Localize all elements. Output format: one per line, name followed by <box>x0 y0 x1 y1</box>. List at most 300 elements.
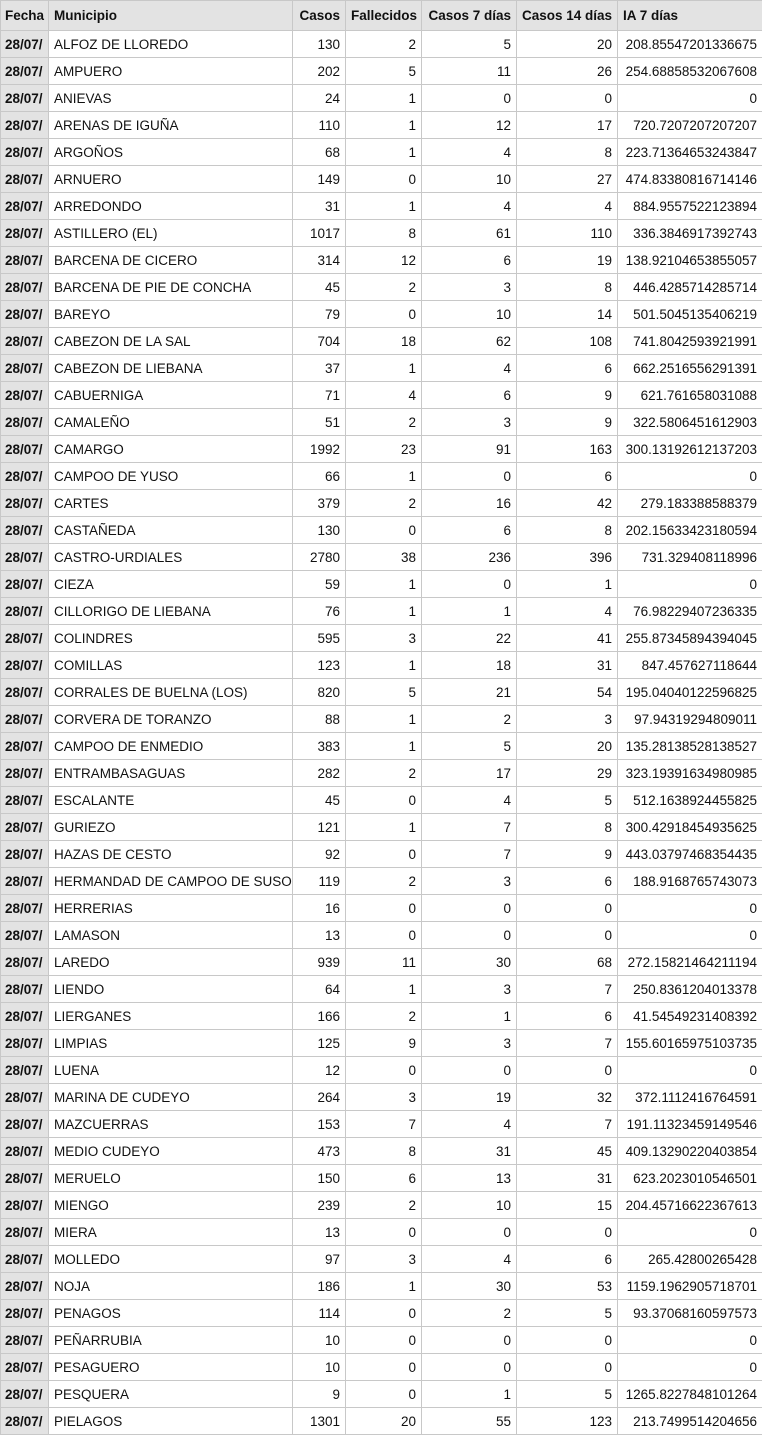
casos-cell[interactable]: 31 <box>293 193 346 220</box>
municipio-cell[interactable]: LAMASON <box>49 922 293 949</box>
fallecidos-cell[interactable]: 1 <box>346 1273 422 1300</box>
ia-7-dias-cell[interactable]: 0 <box>618 1327 762 1354</box>
casos-cell[interactable]: 51 <box>293 409 346 436</box>
casos-7-dias-cell[interactable]: 236 <box>422 544 517 571</box>
municipio-cell[interactable]: MAZCUERRAS <box>49 1111 293 1138</box>
casos-7-dias-cell[interactable]: 21 <box>422 679 517 706</box>
fallecidos-cell[interactable]: 7 <box>346 1111 422 1138</box>
casos-cell[interactable]: 66 <box>293 463 346 490</box>
fecha-cell[interactable]: 28/07/ <box>1 1030 49 1057</box>
casos-cell[interactable]: 97 <box>293 1246 346 1273</box>
ia-7-dias-cell[interactable]: 1159.1962905718701 <box>618 1273 762 1300</box>
casos-cell[interactable]: 10 <box>293 1354 346 1381</box>
casos-7-dias-cell[interactable]: 0 <box>422 1327 517 1354</box>
casos-cell[interactable]: 704 <box>293 328 346 355</box>
ia-7-dias-cell[interactable]: 0 <box>618 85 762 112</box>
fecha-cell[interactable]: 28/07/ <box>1 328 49 355</box>
casos-cell[interactable]: 130 <box>293 31 346 58</box>
municipio-cell[interactable]: ARREDONDO <box>49 193 293 220</box>
ia-7-dias-cell[interactable]: 202.15633423180594 <box>618 517 762 544</box>
fallecidos-cell[interactable]: 0 <box>346 1057 422 1084</box>
fallecidos-cell[interactable]: 0 <box>346 166 422 193</box>
casos-7-dias-cell[interactable]: 5 <box>422 733 517 760</box>
fecha-cell[interactable]: 28/07/ <box>1 274 49 301</box>
municipio-cell[interactable]: ESCALANTE <box>49 787 293 814</box>
ia-7-dias-cell[interactable]: 188.9168765743073 <box>618 868 762 895</box>
fecha-cell[interactable]: 28/07/ <box>1 517 49 544</box>
casos-7-dias-cell[interactable]: 91 <box>422 436 517 463</box>
municipio-cell[interactable]: CAMARGO <box>49 436 293 463</box>
fallecidos-cell[interactable]: 2 <box>346 760 422 787</box>
fecha-cell[interactable]: 28/07/ <box>1 1246 49 1273</box>
ia-7-dias-cell[interactable]: 336.3846917392743 <box>618 220 762 247</box>
casos-7-dias-cell[interactable]: 10 <box>422 301 517 328</box>
casos-7-dias-cell[interactable]: 0 <box>422 463 517 490</box>
casos-cell[interactable]: 12 <box>293 1057 346 1084</box>
ia-7-dias-cell[interactable]: 272.15821464211194 <box>618 949 762 976</box>
ia-7-dias-cell[interactable]: 372.1112416764591 <box>618 1084 762 1111</box>
fallecidos-cell[interactable]: 0 <box>346 1381 422 1408</box>
casos-cell[interactable]: 239 <box>293 1192 346 1219</box>
casos-cell[interactable]: 24 <box>293 85 346 112</box>
municipio-cell[interactable]: CARTES <box>49 490 293 517</box>
casos-cell[interactable]: 88 <box>293 706 346 733</box>
ia-7-dias-cell[interactable]: 223.71364653243847 <box>618 139 762 166</box>
casos-cell[interactable]: 125 <box>293 1030 346 1057</box>
casos-cell[interactable]: 130 <box>293 517 346 544</box>
fallecidos-cell[interactable]: 1 <box>346 733 422 760</box>
municipio-cell[interactable]: AMPUERO <box>49 58 293 85</box>
casos-cell[interactable]: 166 <box>293 1003 346 1030</box>
casos-14-dias-cell[interactable]: 5 <box>517 787 618 814</box>
casos-cell[interactable]: 59 <box>293 571 346 598</box>
casos-7-dias-cell[interactable]: 3 <box>422 274 517 301</box>
casos-7-dias-cell[interactable]: 11 <box>422 58 517 85</box>
fallecidos-cell[interactable]: 0 <box>346 1300 422 1327</box>
ia-7-dias-cell[interactable]: 443.03797468354435 <box>618 841 762 868</box>
casos-7-dias-cell[interactable]: 4 <box>422 193 517 220</box>
casos-cell[interactable]: 820 <box>293 679 346 706</box>
municipio-cell[interactable]: CILLORIGO DE LIEBANA <box>49 598 293 625</box>
casos-cell[interactable]: 314 <box>293 247 346 274</box>
fallecidos-cell[interactable]: 2 <box>346 409 422 436</box>
municipio-cell[interactable]: MOLLEDO <box>49 1246 293 1273</box>
casos-7-dias-cell[interactable]: 62 <box>422 328 517 355</box>
casos-cell[interactable]: 76 <box>293 598 346 625</box>
casos-cell[interactable]: 150 <box>293 1165 346 1192</box>
casos-7-dias-cell[interactable]: 2 <box>422 706 517 733</box>
fecha-cell[interactable]: 28/07/ <box>1 247 49 274</box>
ia-7-dias-cell[interactable]: 409.13290220403854 <box>618 1138 762 1165</box>
casos-7-dias-cell[interactable]: 4 <box>422 139 517 166</box>
fecha-cell[interactable]: 28/07/ <box>1 1219 49 1246</box>
casos-cell[interactable]: 2780 <box>293 544 346 571</box>
ia-7-dias-cell[interactable]: 512.1638924455825 <box>618 787 762 814</box>
casos-cell[interactable]: 202 <box>293 58 346 85</box>
municipio-cell[interactable]: HERMANDAD DE CAMPOO DE SUSO <box>49 868 293 895</box>
casos-cell[interactable]: 1301 <box>293 1408 346 1435</box>
casos-7-dias-cell[interactable]: 7 <box>422 814 517 841</box>
fallecidos-cell[interactable]: 3 <box>346 1084 422 1111</box>
casos-14-dias-cell[interactable]: 27 <box>517 166 618 193</box>
casos-14-dias-cell[interactable]: 6 <box>517 868 618 895</box>
municipio-cell[interactable]: ENTRAMBASAGUAS <box>49 760 293 787</box>
fecha-cell[interactable]: 28/07/ <box>1 85 49 112</box>
casos-14-dias-cell[interactable]: 45 <box>517 1138 618 1165</box>
fallecidos-cell[interactable]: 1 <box>346 652 422 679</box>
fallecidos-cell[interactable]: 2 <box>346 1192 422 1219</box>
ia-7-dias-cell[interactable]: 662.2516556291391 <box>618 355 762 382</box>
casos-cell[interactable]: 264 <box>293 1084 346 1111</box>
municipio-cell[interactable]: PESQUERA <box>49 1381 293 1408</box>
casos-7-dias-cell[interactable]: 17 <box>422 760 517 787</box>
fecha-cell[interactable]: 28/07/ <box>1 139 49 166</box>
ia-7-dias-cell[interactable]: 97.94319294809011 <box>618 706 762 733</box>
casos-7-dias-cell[interactable]: 4 <box>422 355 517 382</box>
fecha-cell[interactable]: 28/07/ <box>1 436 49 463</box>
municipio-cell[interactable]: ARNUERO <box>49 166 293 193</box>
fallecidos-cell[interactable]: 1 <box>346 598 422 625</box>
fallecidos-cell[interactable]: 2 <box>346 31 422 58</box>
header-casos[interactable]: Casos <box>293 1 346 31</box>
casos-7-dias-cell[interactable]: 1 <box>422 1381 517 1408</box>
casos-cell[interactable]: 37 <box>293 355 346 382</box>
casos-cell[interactable]: 13 <box>293 1219 346 1246</box>
ia-7-dias-cell[interactable]: 474.83380816714146 <box>618 166 762 193</box>
casos-14-dias-cell[interactable]: 68 <box>517 949 618 976</box>
ia-7-dias-cell[interactable]: 501.5045135406219 <box>618 301 762 328</box>
fecha-cell[interactable]: 28/07/ <box>1 1300 49 1327</box>
casos-14-dias-cell[interactable]: 0 <box>517 1219 618 1246</box>
municipio-cell[interactable]: CAMALEÑO <box>49 409 293 436</box>
casos-14-dias-cell[interactable]: 5 <box>517 1300 618 1327</box>
casos-14-dias-cell[interactable]: 17 <box>517 112 618 139</box>
ia-7-dias-cell[interactable]: 0 <box>618 1057 762 1084</box>
fecha-cell[interactable]: 28/07/ <box>1 1408 49 1435</box>
casos-7-dias-cell[interactable]: 12 <box>422 112 517 139</box>
casos-7-dias-cell[interactable]: 4 <box>422 1246 517 1273</box>
fecha-cell[interactable]: 28/07/ <box>1 1327 49 1354</box>
casos-7-dias-cell[interactable]: 30 <box>422 949 517 976</box>
ia-7-dias-cell[interactable]: 138.92104653855057 <box>618 247 762 274</box>
casos-7-dias-cell[interactable]: 3 <box>422 976 517 1003</box>
header-fallecidos[interactable]: Fallecidos <box>346 1 422 31</box>
casos-7-dias-cell[interactable]: 7 <box>422 841 517 868</box>
casos-14-dias-cell[interactable]: 6 <box>517 463 618 490</box>
fecha-cell[interactable]: 28/07/ <box>1 598 49 625</box>
ia-7-dias-cell[interactable]: 300.42918454935625 <box>618 814 762 841</box>
casos-7-dias-cell[interactable]: 30 <box>422 1273 517 1300</box>
casos-cell[interactable]: 473 <box>293 1138 346 1165</box>
fecha-cell[interactable]: 28/07/ <box>1 1192 49 1219</box>
fallecidos-cell[interactable]: 0 <box>346 895 422 922</box>
fecha-cell[interactable]: 28/07/ <box>1 895 49 922</box>
casos-14-dias-cell[interactable]: 54 <box>517 679 618 706</box>
ia-7-dias-cell[interactable]: 279.183388588379 <box>618 490 762 517</box>
fecha-cell[interactable]: 28/07/ <box>1 571 49 598</box>
municipio-cell[interactable]: CORVERA DE TORANZO <box>49 706 293 733</box>
fallecidos-cell[interactable]: 1 <box>346 112 422 139</box>
municipio-cell[interactable]: ARENAS DE IGUÑA <box>49 112 293 139</box>
casos-7-dias-cell[interactable]: 0 <box>422 1057 517 1084</box>
municipio-cell[interactable]: PEÑARRUBIA <box>49 1327 293 1354</box>
municipio-cell[interactable]: CORRALES DE BUELNA (LOS) <box>49 679 293 706</box>
fecha-cell[interactable]: 28/07/ <box>1 1381 49 1408</box>
fecha-cell[interactable]: 28/07/ <box>1 220 49 247</box>
ia-7-dias-cell[interactable]: 195.04040122596825 <box>618 679 762 706</box>
fecha-cell[interactable]: 28/07/ <box>1 31 49 58</box>
municipio-cell[interactable]: PIELAGOS <box>49 1408 293 1435</box>
ia-7-dias-cell[interactable]: 731.329408118996 <box>618 544 762 571</box>
fecha-cell[interactable]: 28/07/ <box>1 976 49 1003</box>
casos-7-dias-cell[interactable]: 6 <box>422 247 517 274</box>
fallecidos-cell[interactable]: 4 <box>346 382 422 409</box>
casos-14-dias-cell[interactable]: 123 <box>517 1408 618 1435</box>
casos-14-dias-cell[interactable]: 4 <box>517 193 618 220</box>
fallecidos-cell[interactable]: 5 <box>346 679 422 706</box>
fallecidos-cell[interactable]: 3 <box>346 1246 422 1273</box>
fecha-cell[interactable]: 28/07/ <box>1 1111 49 1138</box>
fallecidos-cell[interactable]: 2 <box>346 1003 422 1030</box>
casos-7-dias-cell[interactable]: 0 <box>422 922 517 949</box>
fallecidos-cell[interactable]: 20 <box>346 1408 422 1435</box>
fecha-cell[interactable]: 28/07/ <box>1 706 49 733</box>
casos-14-dias-cell[interactable]: 6 <box>517 1003 618 1030</box>
casos-14-dias-cell[interactable]: 1 <box>517 571 618 598</box>
municipio-cell[interactable]: CABUERNIGA <box>49 382 293 409</box>
municipio-cell[interactable]: MIENGO <box>49 1192 293 1219</box>
casos-cell[interactable]: 149 <box>293 166 346 193</box>
header-casos-14-dias[interactable]: Casos 14 días <box>517 1 618 31</box>
municipio-cell[interactable]: CAMPOO DE ENMEDIO <box>49 733 293 760</box>
casos-14-dias-cell[interactable]: 9 <box>517 409 618 436</box>
fallecidos-cell[interactable]: 6 <box>346 1165 422 1192</box>
casos-14-dias-cell[interactable]: 6 <box>517 355 618 382</box>
fallecidos-cell[interactable]: 0 <box>346 301 422 328</box>
casos-14-dias-cell[interactable]: 7 <box>517 1111 618 1138</box>
municipio-cell[interactable]: MERUELO <box>49 1165 293 1192</box>
ia-7-dias-cell[interactable]: 0 <box>618 1354 762 1381</box>
casos-cell[interactable]: 379 <box>293 490 346 517</box>
ia-7-dias-cell[interactable]: 41.54549231408392 <box>618 1003 762 1030</box>
fallecidos-cell[interactable]: 2 <box>346 490 422 517</box>
casos-14-dias-cell[interactable]: 31 <box>517 652 618 679</box>
casos-14-dias-cell[interactable]: 26 <box>517 58 618 85</box>
municipio-cell[interactable]: MEDIO CUDEYO <box>49 1138 293 1165</box>
casos-14-dias-cell[interactable]: 396 <box>517 544 618 571</box>
fallecidos-cell[interactable]: 0 <box>346 1354 422 1381</box>
fallecidos-cell[interactable]: 38 <box>346 544 422 571</box>
casos-7-dias-cell[interactable]: 61 <box>422 220 517 247</box>
fallecidos-cell[interactable]: 1 <box>346 706 422 733</box>
casos-cell[interactable]: 79 <box>293 301 346 328</box>
municipio-cell[interactable]: CAMPOO DE YUSO <box>49 463 293 490</box>
casos-7-dias-cell[interactable]: 2 <box>422 1300 517 1327</box>
casos-7-dias-cell[interactable]: 0 <box>422 85 517 112</box>
ia-7-dias-cell[interactable]: 204.45716622367613 <box>618 1192 762 1219</box>
casos-7-dias-cell[interactable]: 6 <box>422 517 517 544</box>
municipio-cell[interactable]: CABEZON DE LIEBANA <box>49 355 293 382</box>
fallecidos-cell[interactable]: 0 <box>346 922 422 949</box>
casos-14-dias-cell[interactable]: 3 <box>517 706 618 733</box>
municipio-cell[interactable]: NOJA <box>49 1273 293 1300</box>
casos-14-dias-cell[interactable]: 0 <box>517 1354 618 1381</box>
municipio-cell[interactable]: CABEZON DE LA SAL <box>49 328 293 355</box>
header-fecha[interactable]: Fecha <box>1 1 49 31</box>
ia-7-dias-cell[interactable]: 255.87345894394045 <box>618 625 762 652</box>
casos-cell[interactable]: 45 <box>293 274 346 301</box>
ia-7-dias-cell[interactable]: 0 <box>618 1219 762 1246</box>
casos-cell[interactable]: 16 <box>293 895 346 922</box>
casos-14-dias-cell[interactable]: 20 <box>517 733 618 760</box>
fecha-cell[interactable]: 28/07/ <box>1 814 49 841</box>
fallecidos-cell[interactable]: 1 <box>346 85 422 112</box>
casos-7-dias-cell[interactable]: 3 <box>422 1030 517 1057</box>
ia-7-dias-cell[interactable]: 741.8042593921991 <box>618 328 762 355</box>
ia-7-dias-cell[interactable]: 191.11323459149546 <box>618 1111 762 1138</box>
municipio-cell[interactable]: CASTRO-URDIALES <box>49 544 293 571</box>
casos-14-dias-cell[interactable]: 0 <box>517 1327 618 1354</box>
municipio-cell[interactable]: GURIEZO <box>49 814 293 841</box>
fallecidos-cell[interactable]: 1 <box>346 139 422 166</box>
ia-7-dias-cell[interactable]: 208.85547201336675 <box>618 31 762 58</box>
ia-7-dias-cell[interactable]: 254.68858532067608 <box>618 58 762 85</box>
municipio-cell[interactable]: ALFOZ DE LLOREDO <box>49 31 293 58</box>
casos-cell[interactable]: 13 <box>293 922 346 949</box>
fallecidos-cell[interactable]: 2 <box>346 868 422 895</box>
casos-14-dias-cell[interactable]: 108 <box>517 328 618 355</box>
municipio-cell[interactable]: MARINA DE CUDEYO <box>49 1084 293 1111</box>
ia-7-dias-cell[interactable]: 1265.8227848101264 <box>618 1381 762 1408</box>
fecha-cell[interactable]: 28/07/ <box>1 922 49 949</box>
fecha-cell[interactable]: 28/07/ <box>1 1084 49 1111</box>
casos-7-dias-cell[interactable]: 13 <box>422 1165 517 1192</box>
casos-7-dias-cell[interactable]: 1 <box>422 598 517 625</box>
casos-cell[interactable]: 10 <box>293 1327 346 1354</box>
fecha-cell[interactable]: 28/07/ <box>1 1273 49 1300</box>
fecha-cell[interactable]: 28/07/ <box>1 1354 49 1381</box>
municipio-cell[interactable]: ANIEVAS <box>49 85 293 112</box>
ia-7-dias-cell[interactable]: 213.7499514204656 <box>618 1408 762 1435</box>
casos-14-dias-cell[interactable]: 9 <box>517 382 618 409</box>
fallecidos-cell[interactable]: 1 <box>346 814 422 841</box>
casos-cell[interactable]: 1992 <box>293 436 346 463</box>
municipio-cell[interactable]: HAZAS DE CESTO <box>49 841 293 868</box>
ia-7-dias-cell[interactable]: 135.28138528138527 <box>618 733 762 760</box>
fallecidos-cell[interactable]: 11 <box>346 949 422 976</box>
fecha-cell[interactable]: 28/07/ <box>1 1057 49 1084</box>
ia-7-dias-cell[interactable]: 265.42800265428 <box>618 1246 762 1273</box>
casos-cell[interactable]: 595 <box>293 625 346 652</box>
fecha-cell[interactable]: 28/07/ <box>1 652 49 679</box>
casos-7-dias-cell[interactable]: 10 <box>422 1192 517 1219</box>
fecha-cell[interactable]: 28/07/ <box>1 679 49 706</box>
municipio-cell[interactable]: LAREDO <box>49 949 293 976</box>
municipio-cell[interactable]: BARCENA DE CICERO <box>49 247 293 274</box>
casos-14-dias-cell[interactable]: 31 <box>517 1165 618 1192</box>
municipio-cell[interactable]: HERRERIAS <box>49 895 293 922</box>
municipio-cell[interactable]: CIEZA <box>49 571 293 598</box>
fallecidos-cell[interactable]: 0 <box>346 517 422 544</box>
fecha-cell[interactable]: 28/07/ <box>1 463 49 490</box>
casos-14-dias-cell[interactable]: 6 <box>517 1246 618 1273</box>
fecha-cell[interactable]: 28/07/ <box>1 787 49 814</box>
fecha-cell[interactable]: 28/07/ <box>1 166 49 193</box>
fallecidos-cell[interactable]: 23 <box>346 436 422 463</box>
fallecidos-cell[interactable]: 1 <box>346 976 422 1003</box>
fecha-cell[interactable]: 28/07/ <box>1 625 49 652</box>
casos-14-dias-cell[interactable]: 8 <box>517 814 618 841</box>
header-ia-7-dias[interactable]: IA 7 días <box>618 1 762 31</box>
casos-7-dias-cell[interactable]: 16 <box>422 490 517 517</box>
header-municipio[interactable]: Municipio <box>49 1 293 31</box>
municipio-cell[interactable]: PENAGOS <box>49 1300 293 1327</box>
fecha-cell[interactable]: 28/07/ <box>1 1165 49 1192</box>
ia-7-dias-cell[interactable]: 93.37068160597573 <box>618 1300 762 1327</box>
casos-14-dias-cell[interactable]: 110 <box>517 220 618 247</box>
casos-7-dias-cell[interactable]: 3 <box>422 409 517 436</box>
municipio-cell[interactable]: LUENA <box>49 1057 293 1084</box>
casos-14-dias-cell[interactable]: 8 <box>517 274 618 301</box>
casos-14-dias-cell[interactable]: 32 <box>517 1084 618 1111</box>
casos-14-dias-cell[interactable]: 53 <box>517 1273 618 1300</box>
casos-cell[interactable]: 123 <box>293 652 346 679</box>
fallecidos-cell[interactable]: 1 <box>346 193 422 220</box>
municipio-cell[interactable]: COLINDRES <box>49 625 293 652</box>
casos-14-dias-cell[interactable]: 8 <box>517 517 618 544</box>
municipio-cell[interactable]: BAREYO <box>49 301 293 328</box>
casos-7-dias-cell[interactable]: 0 <box>422 571 517 598</box>
fallecidos-cell[interactable]: 0 <box>346 1327 422 1354</box>
fallecidos-cell[interactable]: 1 <box>346 463 422 490</box>
fecha-cell[interactable]: 28/07/ <box>1 760 49 787</box>
casos-cell[interactable]: 1017 <box>293 220 346 247</box>
casos-cell[interactable]: 121 <box>293 814 346 841</box>
casos-cell[interactable]: 939 <box>293 949 346 976</box>
fallecidos-cell[interactable]: 0 <box>346 1219 422 1246</box>
casos-cell[interactable]: 9 <box>293 1381 346 1408</box>
fecha-cell[interactable]: 28/07/ <box>1 841 49 868</box>
ia-7-dias-cell[interactable]: 0 <box>618 895 762 922</box>
municipio-cell[interactable]: BARCENA DE PIE DE CONCHA <box>49 274 293 301</box>
fecha-cell[interactable]: 28/07/ <box>1 1003 49 1030</box>
municipio-cell[interactable]: PESAGUERO <box>49 1354 293 1381</box>
casos-7-dias-cell[interactable]: 18 <box>422 652 517 679</box>
fecha-cell[interactable]: 28/07/ <box>1 409 49 436</box>
casos-14-dias-cell[interactable]: 0 <box>517 1057 618 1084</box>
fallecidos-cell[interactable]: 0 <box>346 841 422 868</box>
fallecidos-cell[interactable]: 1 <box>346 355 422 382</box>
fecha-cell[interactable]: 28/07/ <box>1 544 49 571</box>
fallecidos-cell[interactable]: 9 <box>346 1030 422 1057</box>
ia-7-dias-cell[interactable]: 0 <box>618 463 762 490</box>
fecha-cell[interactable]: 28/07/ <box>1 382 49 409</box>
casos-14-dias-cell[interactable]: 163 <box>517 436 618 463</box>
fecha-cell[interactable]: 28/07/ <box>1 58 49 85</box>
casos-14-dias-cell[interactable]: 0 <box>517 895 618 922</box>
ia-7-dias-cell[interactable]: 155.60165975103735 <box>618 1030 762 1057</box>
fallecidos-cell[interactable]: 8 <box>346 1138 422 1165</box>
ia-7-dias-cell[interactable]: 322.5806451612903 <box>618 409 762 436</box>
fecha-cell[interactable]: 28/07/ <box>1 949 49 976</box>
fallecidos-cell[interactable]: 1 <box>346 571 422 598</box>
casos-7-dias-cell[interactable]: 55 <box>422 1408 517 1435</box>
casos-14-dias-cell[interactable]: 15 <box>517 1192 618 1219</box>
fecha-cell[interactable]: 28/07/ <box>1 301 49 328</box>
casos-cell[interactable]: 45 <box>293 787 346 814</box>
casos-14-dias-cell[interactable]: 7 <box>517 976 618 1003</box>
fecha-cell[interactable]: 28/07/ <box>1 1138 49 1165</box>
